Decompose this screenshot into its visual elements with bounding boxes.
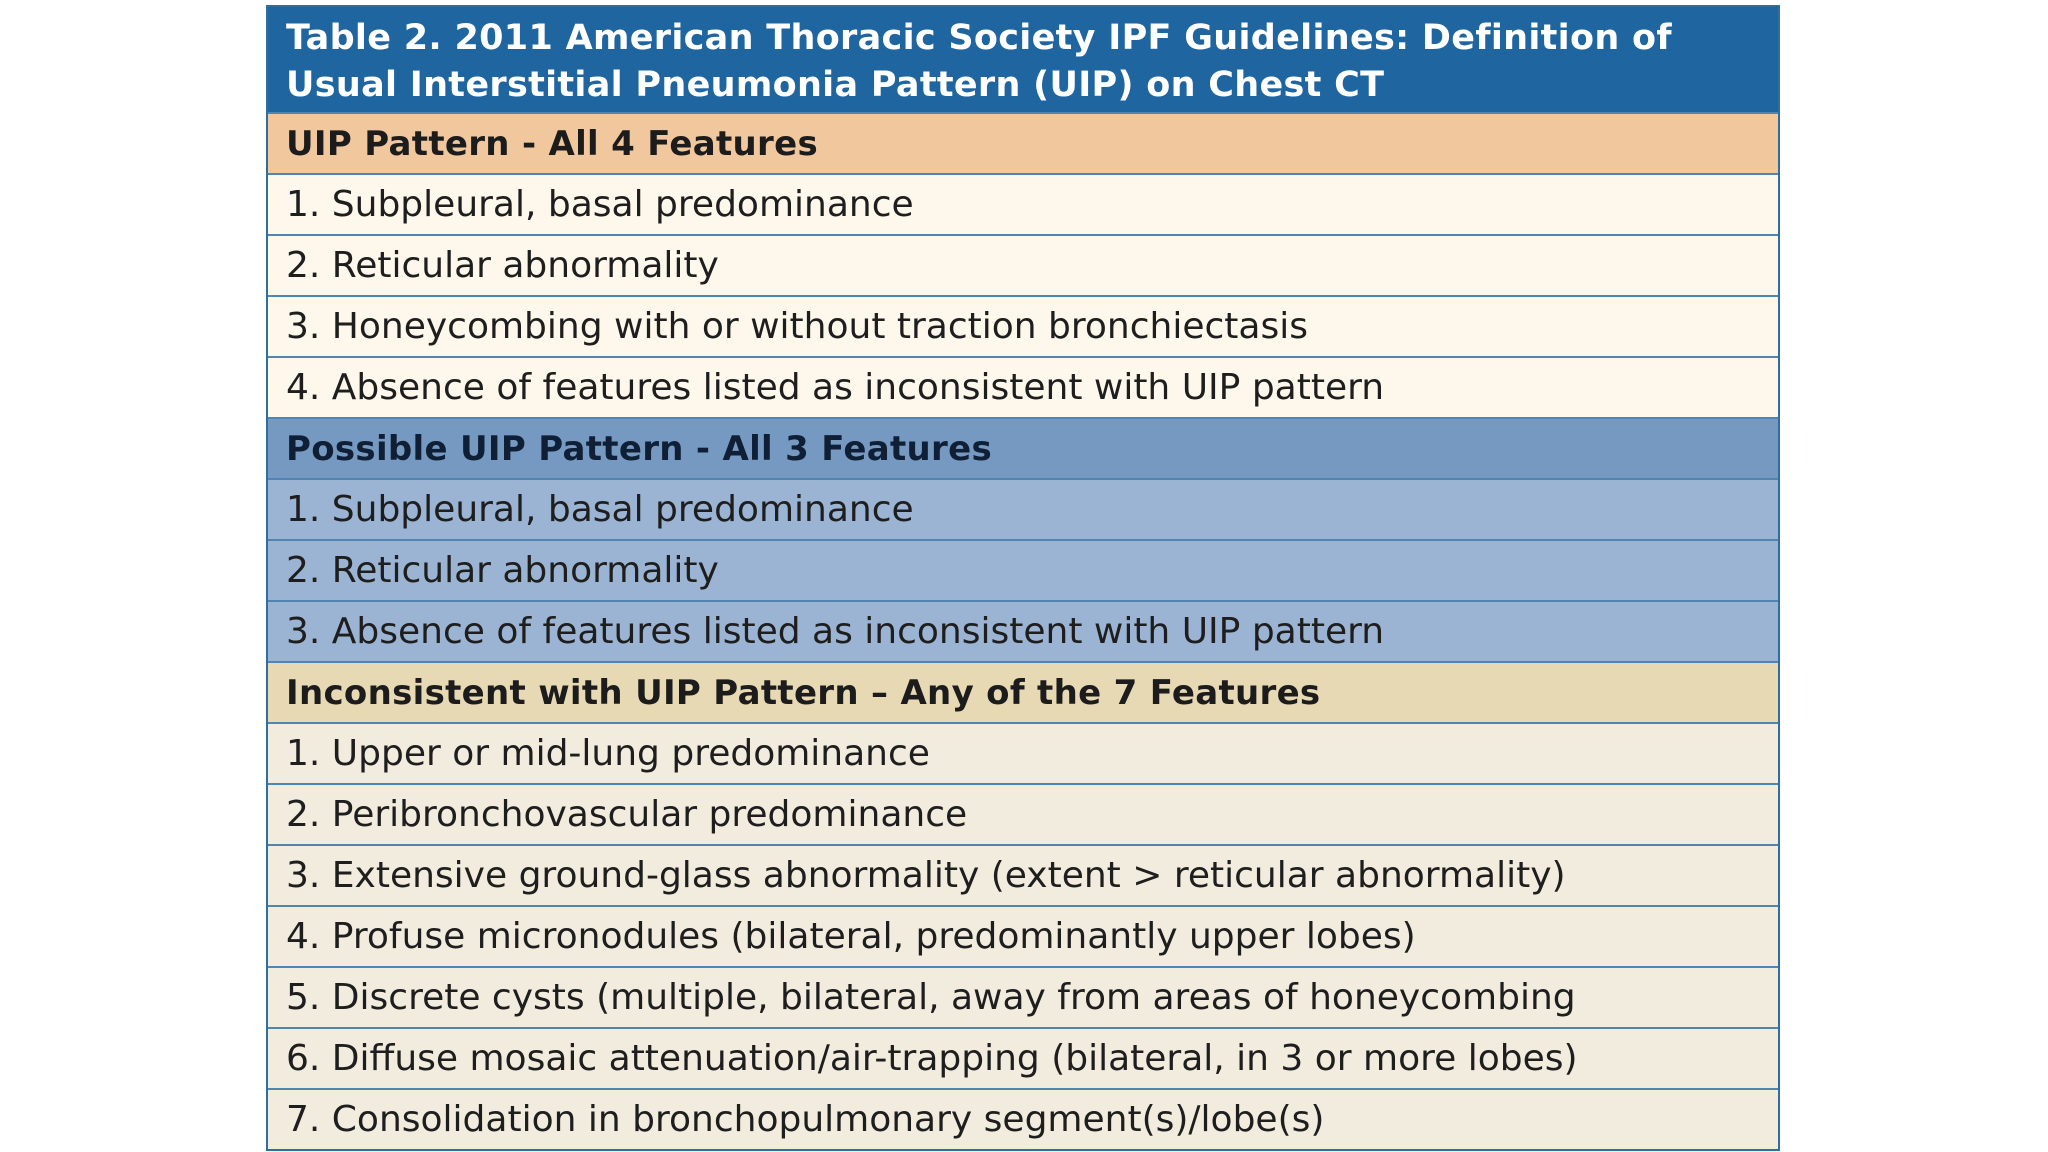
guidelines-table — [266, 5, 1780, 1151]
section-heading: Possible UIP Pattern - All 3 Features — [268, 417, 1778, 478]
section-uip-pattern — [268, 112, 1778, 417]
section-inconsistent-with-uip — [268, 661, 1778, 1149]
table-row: 6. Diffuse mosaic attenuation/air-trapping (bilateral, in 3 or more lobes) — [268, 1027, 1778, 1088]
table-row: 2. Reticular abnormality — [268, 234, 1778, 295]
section-heading: UIP Pattern - All 4 Features — [268, 112, 1778, 173]
table-title: Table 2. 2011 American Thoracic Society IPF Guidelines: Definition of Usual Interstitial Pneumonia Pattern (UIP) on Chest CT — [268, 7, 1778, 112]
table-row: 4. Profuse micronodules (bilateral, predominantly upper lobes) — [268, 905, 1778, 966]
table-row: 3. Extensive ground-glass abnormality (extent > reticular abnormality) — [268, 844, 1778, 905]
section-possible-uip-pattern — [268, 417, 1778, 661]
table-row: 3. Absence of features listed as inconsistent with UIP pattern — [268, 600, 1778, 661]
table-row: 3. Honeycombing with or without traction bronchiectasis — [268, 295, 1778, 356]
table-row: 4. Absence of features listed as inconsistent with UIP pattern — [268, 356, 1778, 417]
section-heading: Inconsistent with UIP Pattern – Any of the 7 Features — [268, 661, 1778, 722]
table-row: 1. Subpleural, basal predominance — [268, 173, 1778, 234]
table-row: 5. Discrete cysts (multiple, bilateral, away from areas of honeycombing — [268, 966, 1778, 1027]
table-row: 1. Upper or mid-lung predominance — [268, 722, 1778, 783]
table-row: 2. Peribronchovascular predominance — [268, 783, 1778, 844]
table-row: 1. Subpleural, basal predominance — [268, 478, 1778, 539]
table-row: 2. Reticular abnormality — [268, 539, 1778, 600]
table-row: 7. Consolidation in bronchopulmonary segment(s)/lobe(s) — [268, 1088, 1778, 1149]
